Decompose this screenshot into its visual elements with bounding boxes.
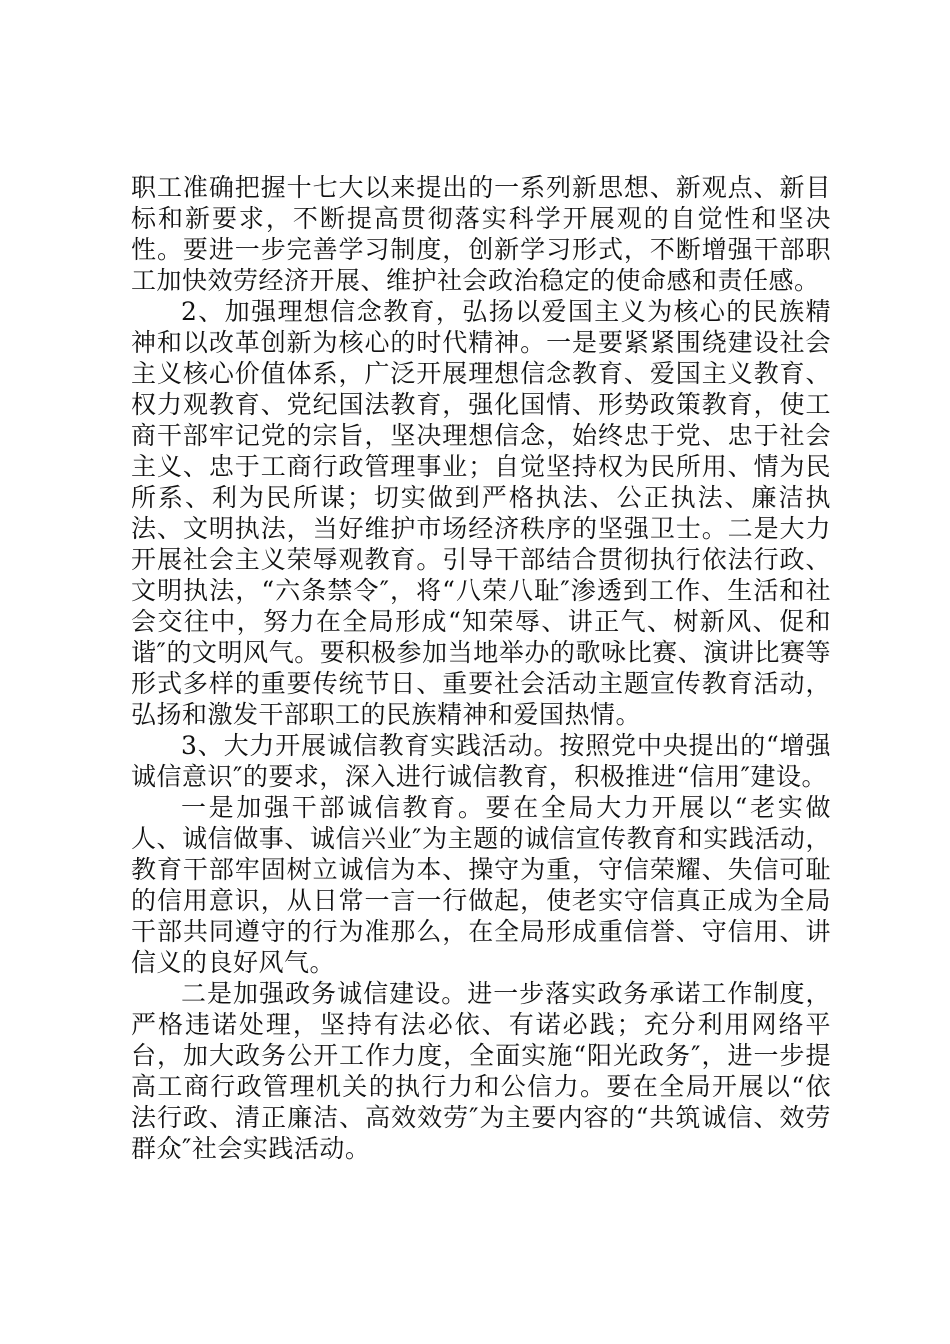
paragraph-continuation: 职工准确把握十七大以来提出的一系列新思想、新观点、新目标和新要求，不断提高贯彻落实科学开展观的自觉性和坚决性。要进一步完善学习制度，创新学习形式，不断增强干部职工加快效劳经济开展、维护社会政治稳定的使命感和责任感。 bbox=[131, 173, 831, 295]
paragraph-ideals-education: 2、加强理想信念教育，弘扬以爱国主义为核心的民族精神和以改革创新为核心的时代精神。一是要紧紧围绕建设社会主义核心价值体系，广泛开展理想信念教育、爱国主义教育、权力观教育、党纪国法教育，强化国情、形势政策教育，使工商干部牢记党的宗旨，坚决理想信念，始终忠于党、忠于社会主义、忠于工商行政管理事业；自觉坚持权为民所用、情为民所系、利为民所谋；切实做到严格执法、公正执法、廉洁执法、文明执法，当好维护市场经济秩序的坚强卫士。二是大力开展社会主义荣辱观教育。引导干部结合贯彻执行依法行政、文明执法，“六条禁令″，将“八荣八耻″渗透到工作、生活和社会交往中，努力在全局形成“知荣辱、讲正气、树新风、促和谐″的文明风气。要积极参加当地举办的歌咏比赛、演讲比赛等形式多样的重要传统节日、重要社会活动主题宣传教育活动，弘扬和激发干部职工的民族精神和爱国热情。 bbox=[131, 297, 831, 729]
paragraph-integrity-activities: 3、大力开展诚信教育实践活动。按照党中央提出的“增强诚信意识″的要求，深入进行诚信教育，积极推进“信用″建设。 bbox=[131, 731, 831, 791]
document-body bbox=[131, 172, 831, 1164]
paragraph-cadre-integrity: 一是加强干部诚信教育。要在全局大力开展以“老实做人、诚信做事、诚信兴业″为主题的诚信宣传教育和实践活动，教育干部牢固树立诚信为本、操守为重，守信荣耀、失信可耻的信用意识，从日常一言一行做起，使老实守信真正成为全局干部共同遵守的行为准那么，在全局形成重信誉、守信用、讲信义的良好风气。 bbox=[131, 793, 831, 977]
paragraph-government-integrity: 二是加强政务诚信建设。进一步落实政务承诺工作制度，严格违诺处理，坚持有法必依、有诺必践；充分利用网络平台，加大政务公开工作力度，全面实施“阳光政务″，进一步提高工商行政管理机关的执行力和公信力。要在全局开展以“依法行政、清正廉洁、高效效劳″为主要内容的“共筑诚信、效劳群众″社会实践活动。 bbox=[131, 979, 831, 1163]
